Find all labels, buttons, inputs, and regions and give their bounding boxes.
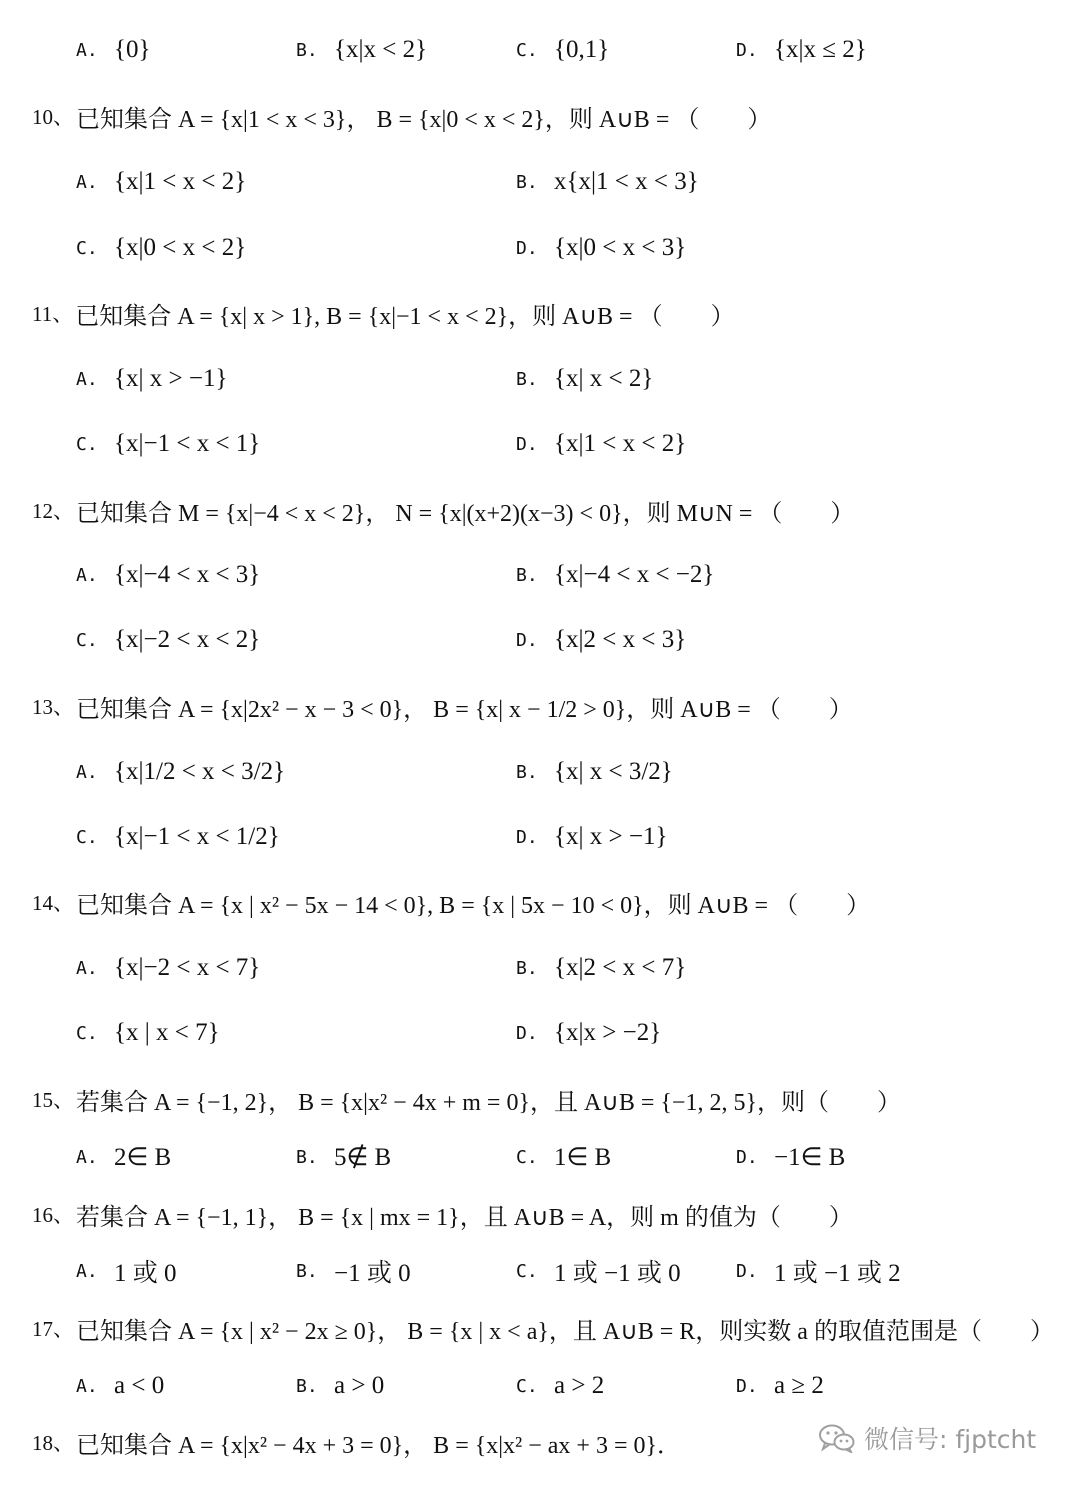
question-10-options-row-2: [0, 218, 1080, 278]
option-c: C. {x|0 < x < 2}: [76, 234, 247, 261]
option-d: D. {x|x > −2}: [516, 1019, 662, 1046]
option-c: C. {x|−2 < x < 2}: [76, 626, 261, 653]
question-13-options-row-2: [0, 807, 1080, 867]
option-c: C. {0,1}: [516, 36, 610, 63]
option-b: B. {x|−4 < x < −2}: [516, 561, 715, 588]
option-b: B. x{x|1 < x < 3}: [516, 168, 699, 195]
option-c: C. 1∈ B: [516, 1144, 612, 1171]
question-stem: 11、 已知集合 A = {x| x > 1}, B = {x|−1 < x < 2}，则 A∪B = （ ）: [32, 302, 735, 330]
question-stem: 16、 若集合 A = {−1, 1}， B = {x | mx = 1}，且 A∪B = A，则 m 的值为（ ）: [32, 1203, 853, 1231]
option-a: A. 1 或 0: [76, 1260, 177, 1287]
question-11-options-row-2: [0, 414, 1080, 474]
question-11: [0, 283, 1080, 343]
option-d: D. {x|x ≤ 2}: [736, 36, 867, 63]
question-stem: 10、 已知集合 A = {x|1 < x < 3}， B = {x|0 < x < 2}，则 A∪B = （ ）: [32, 105, 772, 133]
question-10: [0, 86, 1080, 146]
watermark-text: 微信号: fjptcht: [864, 1425, 1037, 1454]
option-b: B. {x| x < 3/2}: [516, 758, 673, 785]
option-c: C. {x|−1 < x < 1}: [76, 430, 261, 457]
option-b: B. {x| x < 2}: [516, 365, 654, 392]
question-11-options-row-1: [0, 349, 1080, 409]
option-d: D. 1 或 −1 或 2: [736, 1260, 901, 1287]
question-stem: 12、 已知集合 M = {x|−4 < x < 2}， N = {x|(x+2)(x−3) < 0}，则 M∪N = （ ）: [32, 499, 855, 527]
question-14-options-row-1: [0, 938, 1080, 998]
option-a: A. a < 0: [76, 1372, 165, 1399]
question-13: [0, 676, 1080, 736]
option-c: C. 1 或 −1 或 0: [516, 1260, 681, 1287]
option-a: A. {x|1/2 < x < 3/2}: [76, 758, 286, 785]
option-d: D. a ≥ 2: [736, 1372, 824, 1399]
question-14: [0, 872, 1080, 932]
question-16-options: [0, 1241, 1080, 1301]
option-c: C. {x | x < 7}: [76, 1019, 220, 1046]
question-13-options-row-1: [0, 742, 1080, 802]
option-c: C. {x|−1 < x < 1/2}: [76, 823, 280, 850]
option-d: D. {x|1 < x < 2}: [516, 430, 687, 457]
question-12-options-row-1: [0, 545, 1080, 605]
question-stem: 15、 若集合 A = {−1, 2}， B = {x|x² − 4x + m = 0}，且 A∪B = {−1, 2, 5}，则（ ）: [32, 1088, 901, 1116]
question-12-options-row-2: [0, 610, 1080, 670]
option-d: D. {x|0 < x < 3}: [516, 234, 687, 261]
question-15-options: [0, 1127, 1080, 1187]
option-c: C. a > 2: [516, 1372, 605, 1399]
option-d: D. {x|2 < x < 3}: [516, 626, 687, 653]
question-stem: 13、 已知集合 A = {x|2x² − x − 3 < 0}， B = {x| x − 1/2 > 0}，则 A∪B = （ ）: [32, 695, 853, 723]
option-b: B. −1 或 0: [296, 1260, 411, 1287]
option-a: A. {0}: [76, 36, 151, 63]
option-a: A. {x|1 < x < 2}: [76, 168, 247, 195]
question-16: [0, 1184, 1080, 1244]
question-14-options-row-2: [0, 1003, 1080, 1063]
question-12: [0, 480, 1080, 540]
question-17-options: [0, 1356, 1080, 1416]
question-17: [0, 1298, 1080, 1358]
question-9-options: [0, 20, 1080, 80]
option-b: B. a > 0: [296, 1372, 385, 1399]
option-d: D. −1∈ B: [736, 1144, 846, 1171]
watermark: [818, 1418, 1036, 1458]
question-15: [0, 1069, 1080, 1129]
question-stem: 17、 已知集合 A = {x | x² − 2x ≥ 0}， B = {x | x < a}，且 A∪B = R，则实数 a 的取值范围是（ ）: [32, 1317, 1054, 1345]
wechat-icon: [818, 1423, 856, 1453]
question-stem: 14、 已知集合 A = {x | x² − 5x − 14 < 0}, B = {x | 5x − 10 < 0}，则 A∪B = （ ）: [32, 891, 871, 919]
option-a: A. {x|−2 < x < 7}: [76, 954, 261, 981]
option-a: A. {x|−4 < x < 3}: [76, 561, 261, 588]
option-a: A. 2∈ B: [76, 1144, 172, 1171]
question-stem: 18、 已知集合 A = {x|x² − 4x + 3 = 0}， B = {x|x² − ax + 3 = 0}．: [32, 1431, 682, 1459]
option-b: B. 5∉ B: [296, 1144, 392, 1171]
option-b: B. {x|2 < x < 7}: [516, 954, 687, 981]
option-d: D. {x| x > −1}: [516, 823, 668, 850]
question-10-options-row-1: [0, 152, 1080, 212]
option-a: A. {x| x > −1}: [76, 365, 228, 392]
option-b: B. {x|x < 2}: [296, 36, 428, 63]
